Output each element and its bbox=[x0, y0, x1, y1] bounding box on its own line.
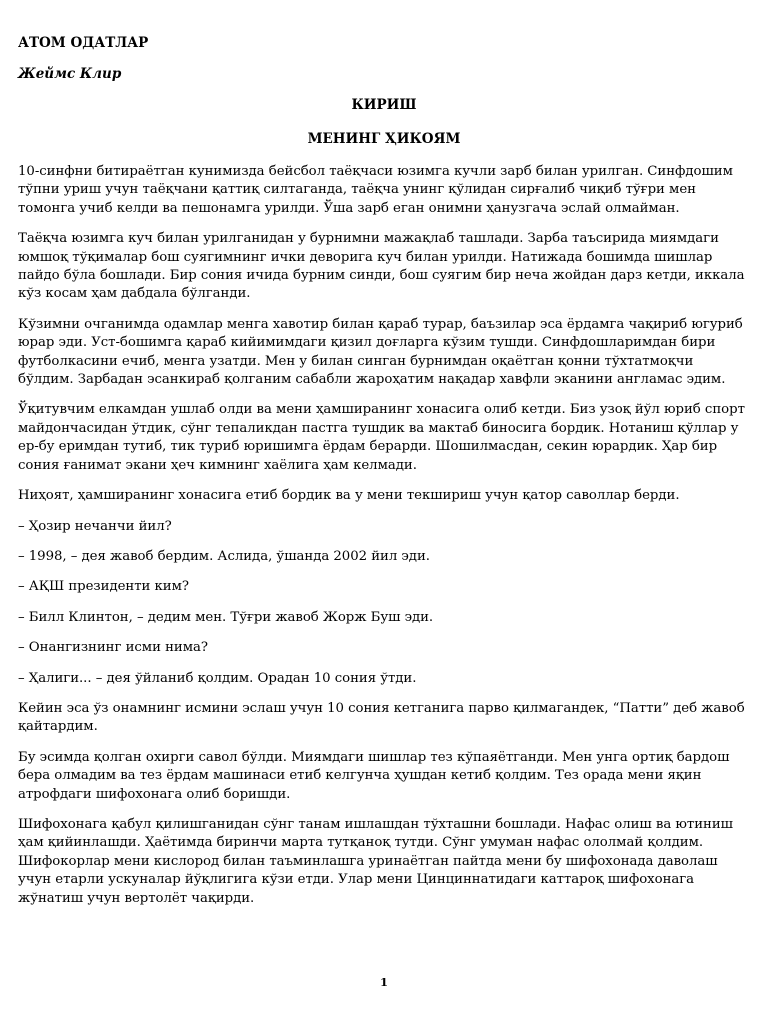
document-page bbox=[18, 0, 750, 1024]
dialogue-line: – Билл Клинтон, – дедим мен. Тўғри жавоб Жорж Буш эди. bbox=[18, 609, 434, 625]
dialogue-line: – Ҳозир нечанчи йил? bbox=[18, 518, 172, 534]
body-text bbox=[18, 163, 750, 920]
chapter-title: МЕНИНГ ҲИКОЯМ bbox=[307, 131, 461, 147]
book-title: АТОМ ОДАТЛАР bbox=[18, 35, 149, 51]
paragraph: 10-синфни битираётган кунимизда бейсбол таёқчаси юзимга кучли зарб билан урилган. Синфдошим тўпни уриш учун таёқчани қаттиқ силтаганда, таёқча унинг қўлидан сирғалиб чиқиб тўғри мен томонга учиб келди ва пешонамга урилди. Ўша зарб еган онимни ҳанузгача эслай олмайман. bbox=[18, 164, 733, 216]
dialogue-line: – АҚШ президенти ким? bbox=[18, 579, 189, 595]
section-title: КИРИШ bbox=[351, 97, 417, 113]
author-name: Жеймс Клир bbox=[18, 66, 122, 82]
dialogue-line: – Ҳалиги... – дея ўйланиб қолдим. Орадан 10 сония ўтди. bbox=[18, 670, 417, 686]
dialogue-line: – 1998, – дея жавоб бердим. Аслида, ўшанда 2002 йил эди. bbox=[18, 548, 430, 564]
paragraph: Бу эсимда қолган охирги савол бўлди. Миямдаги шишлар тез кўпаяётганди. Мен унга ортиқ бардош бера олмадим ва тез ёрдам машинаси етиб келгунча ҳушдан кетиб қолдим. Тез орада мени яқин атрофдаги шифохонага олиб боришди. bbox=[18, 749, 730, 802]
page-number: 1 bbox=[379, 975, 388, 989]
paragraph: Ниҳоят, ҳамширанинг хонасига етиб бордик ва у мени текшириш учун қатор саволлар берди. bbox=[18, 488, 680, 504]
paragraph: Ўқитувчим елкамдан ушлаб олди ва мени ҳамширанинг хонасига олиб кетди. Биз узоқ йўл юриб спорт майдончасидан ўтдик, сўнг тепаликдан пастга тушдик ва мактаб биносига бордик. Нотаниш қўллар у ер-бу еримдан тутиб, тик туриб юришимга ёрдам берарди. Шошилмасдан, секин юрардик. Ҳар бир сония ғанимат экани ҳеч кимнинг хаёлига ҳам келмади. bbox=[18, 402, 745, 473]
paragraph: Шифохонага қабул қилишганидан сўнг танам ишлашдан тўхташни бошлади. Нафас олиш ва ютиниш ҳам қийинлашди. Ҳаётимда биринчи марта тутқаноқ тутди. Сўнг умуман нафас ололмай қолдим. Шифокорлар мени кислород билан таъминлашга уринаётган пайтда мени бу шифохонада даволаш учун етарли ускуналар йўқлигига кўзи етди. Улар мени Цинциннатидаги каттароқ шифохонага жўнатиш учун вертолёт чақирди. bbox=[18, 816, 733, 906]
dialogue-line: – Онангизнинг исми нима? bbox=[18, 640, 208, 656]
paragraph: Кейин эса ўз онамнинг исмини эслаш учун 10 сония кетганига парво қилмагандек, “Патти” деб жавоб қайтардим. bbox=[18, 700, 745, 735]
paragraph: Кўзимни очганимда одамлар менга хавотир билан қараб турар, баъзилар эса ёрдамга чақириб югуриб юрар эди. Уст-бошимга қараб кийимимдаги қизил доғларга кўзим тушди. Синфдошларимдан бири футболкасини ечиб, менга узатди. Мен у билан синган бурнимдан оқаётган қонни тўхтатмоқчи бўлдим. Зарбадан эсанкираб қолганим сабабли жароҳатим нақадар хавфли эканини англамас эдим. bbox=[18, 316, 743, 388]
paragraph: Таёқча юзимга куч билан урилганидан у бурнимни мажақлаб ташлади. Зарба таъсирида миямдаги юмшоқ тўқималар бош суягимнинг ички деворига куч билан урилди. Натижада бошимда шишлар пайдо бўла бошлади. Бир сония ичида бурним синди, бош суягим бир неча жойдан дарз кетди, иккала кўз косам ҳам дабдала бўлганди. bbox=[18, 231, 745, 302]
